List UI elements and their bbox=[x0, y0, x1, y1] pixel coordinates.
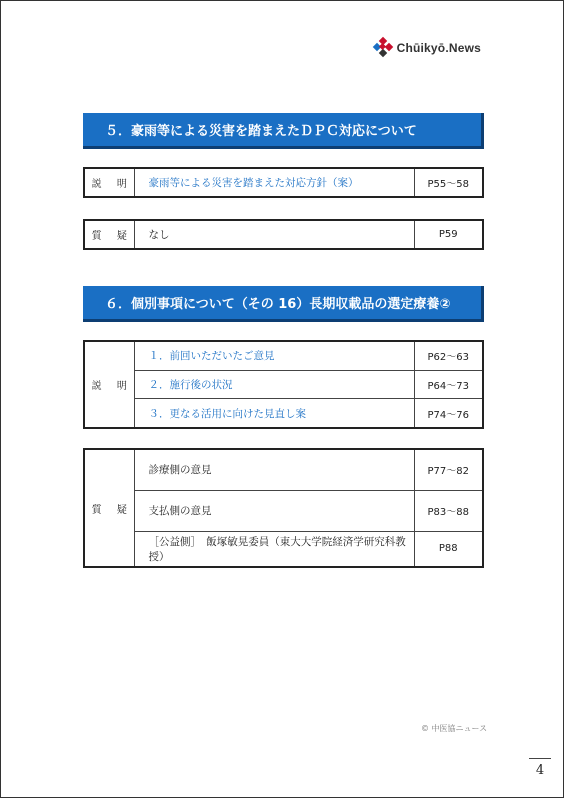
explain-item-link[interactable]: １．前回いただいたご意見 bbox=[134, 341, 414, 370]
table-row bbox=[84, 341, 483, 370]
page-number: 4 bbox=[535, 763, 545, 778]
page-range: P64～73 bbox=[414, 370, 483, 398]
copyright-text: © 中医協ニュース bbox=[421, 724, 488, 733]
questions-label: 質 疑 bbox=[84, 449, 134, 567]
questions-item: 支払側の意見 bbox=[134, 490, 414, 531]
section-5-title: ５．豪雨等による災害を踏まえたＤＰＣ対応について bbox=[105, 124, 417, 139]
section-5-explain-table bbox=[83, 167, 484, 198]
section-6-title: ６．個別事項について（その 16）長期収載品の選定療養② bbox=[105, 297, 451, 312]
page-range: P88 bbox=[414, 531, 483, 567]
table-row bbox=[84, 449, 483, 490]
section-6-questions-table bbox=[83, 448, 484, 568]
table-row bbox=[84, 490, 483, 531]
table-row bbox=[84, 370, 483, 398]
section-5-banner bbox=[83, 113, 484, 149]
table-row bbox=[84, 531, 483, 567]
page-range: P59 bbox=[414, 220, 483, 249]
page-range: P83～88 bbox=[414, 490, 483, 531]
page-range: P62～63 bbox=[414, 341, 483, 370]
questions-item: 診療側の意見 bbox=[134, 449, 414, 490]
diamond-logo-icon bbox=[373, 38, 393, 58]
page-number-rule bbox=[529, 758, 551, 759]
page-range: P74～76 bbox=[414, 399, 483, 428]
table-row bbox=[84, 399, 483, 428]
explain-label: 説 明 bbox=[84, 341, 134, 428]
section-6-banner bbox=[83, 286, 484, 322]
explain-item-link[interactable]: ２．施行後の状況 bbox=[134, 370, 414, 398]
explain-label: 説 明 bbox=[84, 168, 134, 197]
table-row bbox=[84, 220, 483, 249]
table-row bbox=[84, 168, 483, 197]
questions-item: なし bbox=[134, 220, 414, 249]
section-5-questions-table bbox=[83, 219, 484, 250]
questions-label: 質 疑 bbox=[84, 220, 134, 249]
section-6-explain-table bbox=[83, 340, 484, 429]
explain-item-link[interactable]: 豪雨等による災害を踏まえた対応方針（案） bbox=[134, 168, 414, 197]
questions-item: ［公益側］ 飯塚敏晃委員（東大大学院経済学研究科教授） bbox=[134, 531, 414, 567]
explain-item-link[interactable]: ３．更なる活用に向けた見直し案 bbox=[134, 399, 414, 428]
page-range: P55～58 bbox=[414, 168, 483, 197]
logo-text: Chūikyō.News bbox=[396, 41, 481, 55]
chuikyo-news-logo bbox=[373, 38, 481, 58]
page-range: P77～82 bbox=[414, 449, 483, 490]
